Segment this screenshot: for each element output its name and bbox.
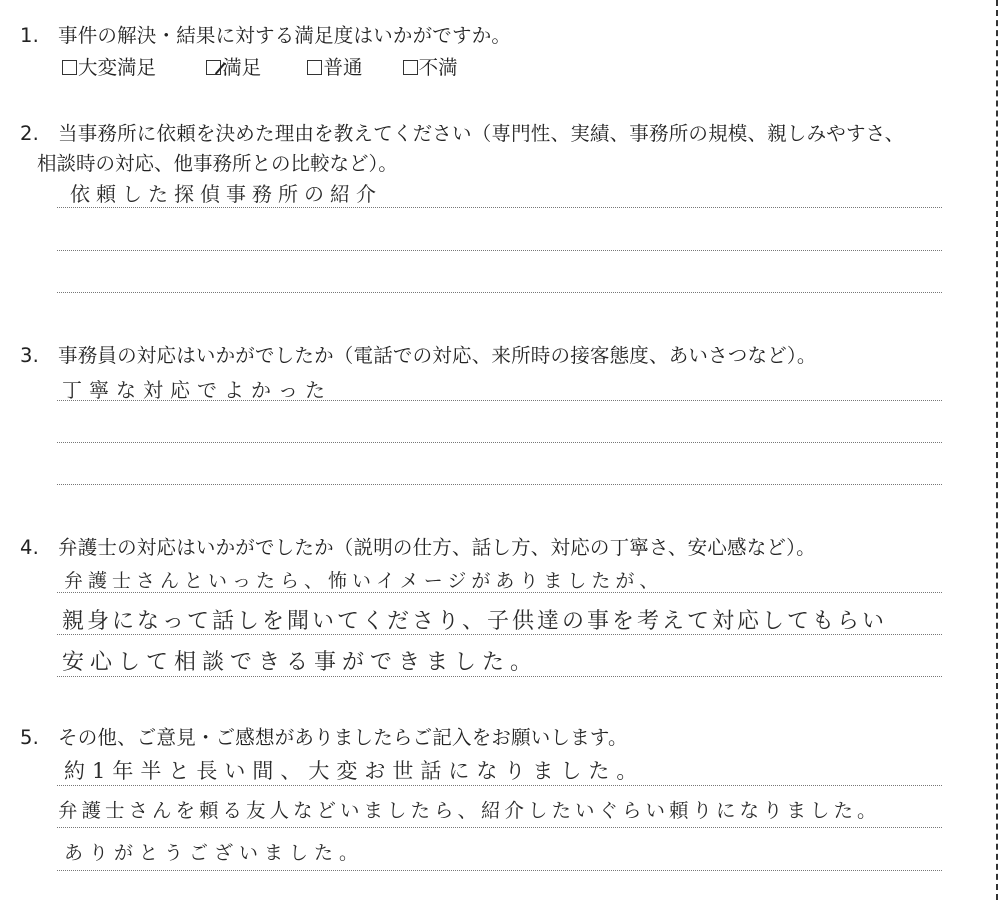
question-number: 1. bbox=[20, 24, 40, 47]
question-text: 当事務所に依頼を決めた理由を教えてください（専門性、実績、事務所の規模、親しみやすさ、 bbox=[58, 122, 905, 145]
answer-line bbox=[57, 207, 942, 208]
option-neutral[interactable] bbox=[307, 52, 362, 80]
question-3 bbox=[20, 340, 817, 368]
answer-line bbox=[57, 250, 942, 251]
answer-4-line-1: 弁護士さんといったら、怖いイメージがありましたが、 bbox=[64, 570, 664, 592]
checkbox-checked[interactable] bbox=[206, 60, 221, 75]
answer-line bbox=[57, 870, 942, 871]
question-1 bbox=[20, 20, 511, 48]
question-2 bbox=[20, 118, 904, 146]
checkbox[interactable] bbox=[62, 60, 77, 75]
option-very-satisfied[interactable] bbox=[62, 52, 156, 80]
option-dissatisfied[interactable] bbox=[403, 52, 458, 80]
answer-line bbox=[57, 785, 942, 786]
question-number: 3. bbox=[20, 344, 40, 367]
question-text: 弁護士の対応はいかがでしたか（説明の仕方、話し方、対応の丁寧さ、安心感など）。 bbox=[58, 536, 816, 559]
question-2-continued: 相談時の対応、他事務所との比較など）。 bbox=[37, 152, 398, 175]
answer-line bbox=[57, 676, 942, 677]
option-label: 普通 bbox=[323, 56, 363, 79]
question-5 bbox=[20, 722, 628, 750]
page-edge-dashed bbox=[996, 0, 998, 900]
answer-line bbox=[57, 634, 942, 635]
answer-line bbox=[57, 484, 942, 485]
option-label: 満足 bbox=[222, 56, 262, 79]
answer-2-line-1: 依頼した探偵事務所の紹介 bbox=[70, 182, 382, 206]
question-number: 5. bbox=[20, 726, 40, 749]
answer-line bbox=[57, 442, 942, 443]
answer-5-line-2: 弁護士さんを頼る友人などいましたら、紹介したいぐらい頼りになりました。 bbox=[58, 799, 881, 822]
question-number: 2. bbox=[20, 122, 40, 145]
question-text: その他、ご意見・ご感想がありましたらご記入をお願いします。 bbox=[58, 726, 628, 749]
checkbox[interactable] bbox=[403, 60, 418, 75]
option-label: 大変満足 bbox=[78, 56, 157, 79]
answer-line bbox=[57, 827, 942, 828]
satisfaction-options bbox=[62, 52, 458, 80]
answer-line bbox=[57, 400, 942, 401]
option-satisfied[interactable] bbox=[206, 52, 261, 80]
answer-3-line-1: 丁寧な対応でよかった bbox=[62, 378, 332, 402]
answer-line bbox=[57, 292, 942, 293]
question-number: 4. bbox=[20, 536, 40, 559]
answer-4-line-2: 親身になって話しを聞いてくださり、子供達の事を考えて対応してもらい bbox=[62, 609, 888, 634]
checkbox[interactable] bbox=[307, 60, 322, 75]
answer-5-line-1: 約1年半と長い間、大変お世話になりました。 bbox=[64, 759, 645, 783]
option-label: 不満 bbox=[418, 56, 458, 79]
answer-line bbox=[57, 592, 942, 593]
question-text: 事務員の対応はいかがでしたか（電話での対応、来所時の接客態度、あいさつなど）。 bbox=[58, 344, 817, 367]
question-4 bbox=[20, 532, 816, 560]
answer-5-line-3: ありがとうございました。 bbox=[64, 842, 365, 864]
answer-4-line-3: 安心して相談できる事ができました。 bbox=[62, 650, 539, 675]
question-text: 事件の解決・結果に対する満足度はいかがですか。 bbox=[58, 24, 512, 47]
